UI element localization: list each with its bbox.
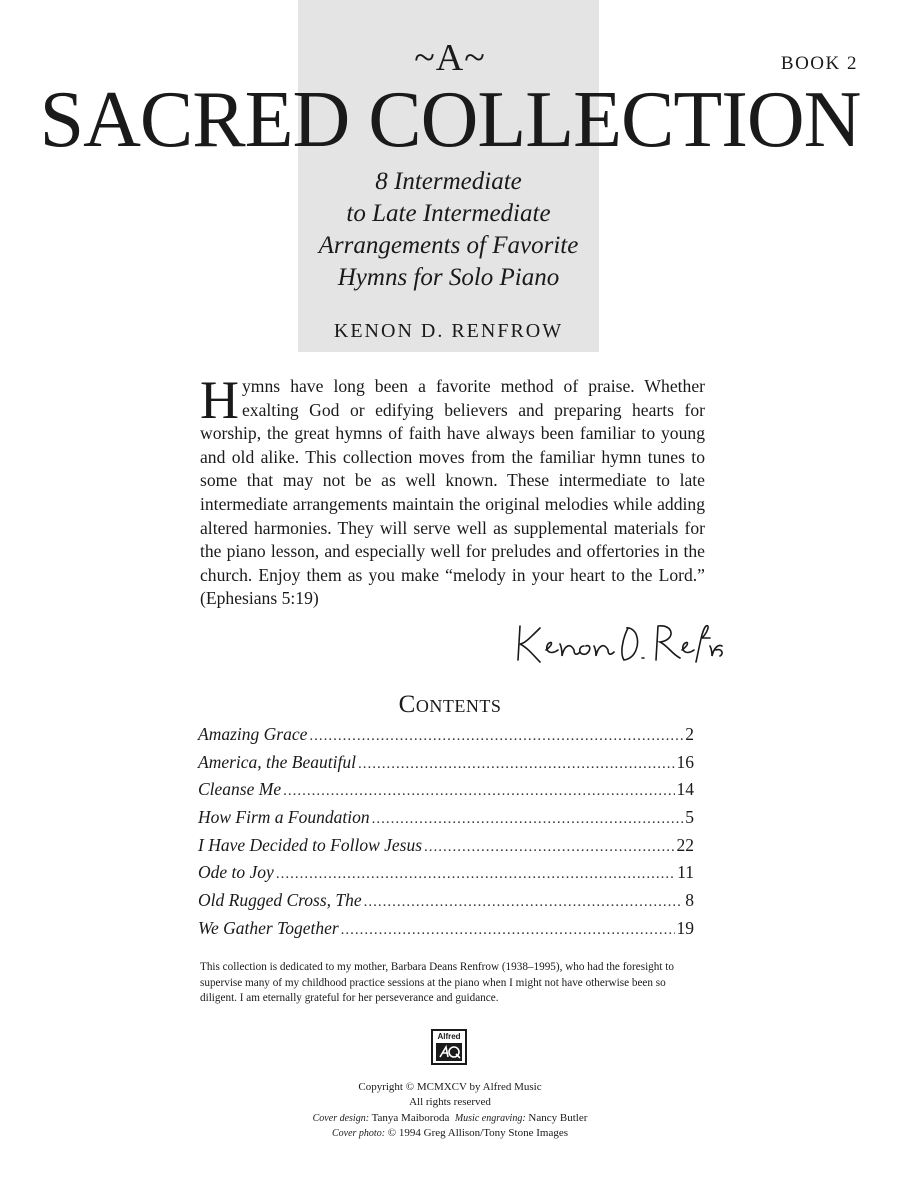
toc-title: Old Rugged Cross, The [198, 890, 362, 911]
toc-page: 16 [676, 751, 694, 772]
author-signature [510, 614, 730, 675]
toc-title: I Have Decided to Follow Jesus [198, 834, 423, 855]
subtitle-line: to Late Intermediate [346, 200, 551, 227]
toc-leader-dots [341, 922, 675, 939]
subtitle-line: Arrangements of Favorite [318, 232, 579, 259]
toc-leader-dots [276, 866, 675, 883]
toc-leader-dots [372, 811, 684, 828]
contents-heading: Contents [398, 691, 502, 718]
page-title: SACRED COLLECTION [39, 76, 861, 164]
toc-leader-dots [283, 783, 674, 800]
toc-leader-dots [424, 839, 674, 856]
toc-page: 2 [685, 724, 694, 744]
toc-title: Amazing Grace [198, 724, 308, 744]
toc-page: 8 [685, 890, 694, 911]
toc-title: America, the Beautiful [198, 751, 356, 772]
toc-leader-dots [309, 728, 683, 745]
toc-title: How Firm a Foundation [198, 807, 370, 828]
toc-entry [198, 752, 694, 780]
rights-line: All rights reserved [409, 1096, 491, 1109]
toc-page: 19 [676, 917, 694, 938]
toc-entry [198, 807, 694, 835]
toc-leader-dots [358, 756, 675, 773]
title-prefix: ~A~ [414, 37, 486, 79]
toc-page: 5 [685, 807, 694, 828]
subtitle-line: 8 Intermediate [375, 168, 522, 195]
signature-graphic [510, 614, 730, 670]
subtitle [298, 166, 599, 294]
design-engraving-line [0, 1111, 900, 1126]
cover-photo-label: Cover photo: [331, 1127, 386, 1139]
toc-entry [198, 835, 694, 863]
cover-design-label: Cover design: [312, 1112, 370, 1124]
copyright-line: Copyright © MCMXCV by Alfred Music [358, 1081, 542, 1093]
toc-page: 11 [677, 862, 694, 883]
cover-photo-credit: © 1994 Greg Allison/Tony Stone Images [387, 1126, 568, 1139]
intro-text: ymns have long been a favorite method of praise. Whether exalting God or edifying believers and preparing hearts for worship, the great hymns of faith have always been familiar to young and old alike. This collection moves from the familiar hymn tunes to some that may not be as well known. These intermediate to late intermediate arrangements maintain the original melodies while adding altered harmonies. They will serve well as supplemental materials for the piano lesson, and especially well for preludes and offertories in the church. Enjoy them as you make “melody in your heart to the Lord.” (Ephesians 5:19) [200, 376, 705, 609]
cover-photo-line [0, 1126, 900, 1141]
alfred-logo [431, 1029, 467, 1065]
engraving-label: Music engraving: [454, 1112, 526, 1124]
logo-mark-icon [436, 1043, 462, 1061]
toc-title: Ode to Joy [198, 862, 274, 883]
book-number: BOOK 2 [780, 53, 858, 74]
toc-entry [198, 779, 694, 807]
table-of-contents [198, 724, 694, 946]
credits-block [0, 1080, 900, 1141]
toc-page: 14 [676, 779, 694, 800]
toc-leader-dots [364, 894, 684, 911]
toc-entry [198, 890, 694, 918]
intro-paragraph [200, 370, 705, 611]
engraving-name: Nancy Butler [528, 1111, 588, 1124]
toc-title: We Gather Together [198, 917, 339, 938]
cover-design-name: Tanya Maiboroda [371, 1111, 450, 1124]
toc-page: 22 [676, 834, 694, 855]
author-name: KENON D. RENFROW [333, 320, 564, 342]
drop-cap: H [200, 370, 239, 430]
toc-title: Cleanse Me [198, 779, 282, 800]
subtitle-line: Hymns for Solo Piano [337, 264, 560, 291]
toc-entry [198, 862, 694, 890]
toc-entry [198, 918, 694, 946]
dedication-note: This collection is dedicated to my mother, Barbara Deans Renfrow (1938–1995), who had the foresight to supervise many of my childhood practice sessions at the piano when I might not have otherwise been so diligent. I am eternally grateful for her perseverance and guidance. [200, 961, 674, 1004]
logo-wordmark: Alfred [437, 1032, 461, 1041]
toc-entry [198, 724, 694, 752]
